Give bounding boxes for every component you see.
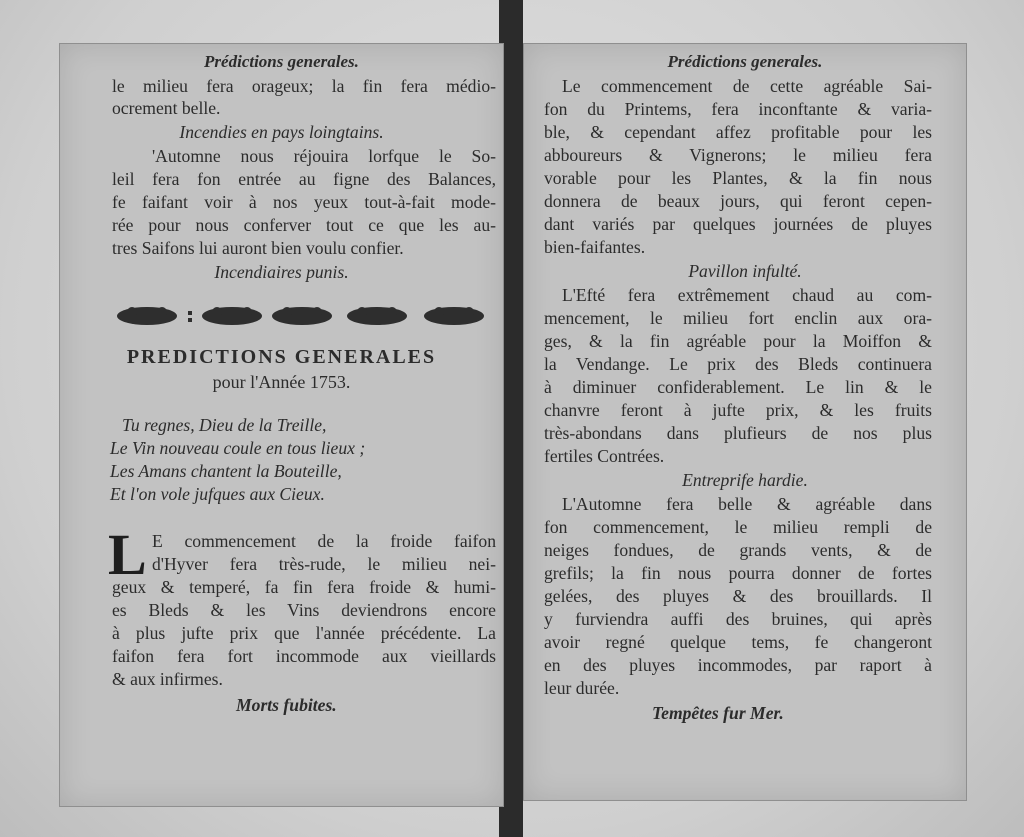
- right-text-line: abboureurs & Vignerons; le milieu fera: [544, 145, 932, 165]
- left-subheading-1: Incendies en pays loingtains.: [179, 122, 384, 142]
- section-subtitle: pour l'Année 1753.: [212, 372, 351, 392]
- right-text-line: en des pluyes incommodes, par raport à: [544, 655, 932, 675]
- left-text-line: & aux infirmes.: [112, 669, 223, 689]
- right-text-line: gelées, des pluyes & des brouillards. Il: [544, 586, 932, 606]
- section-title: PREDICTIONS GENERALES: [126, 346, 437, 368]
- right-page: [524, 44, 966, 800]
- left-text-line: E commencement de la froide faifon: [152, 531, 496, 551]
- left-text-line: geux & temperé, fa fin fera froide & humi-: [112, 577, 496, 597]
- right-text-line: Le commencement de cette agréable Sai-: [562, 76, 932, 96]
- right-text-line: L'Automne fera belle & agréable dans: [562, 494, 932, 514]
- right-text-line: à diminuer confiderablement. Le lin & le: [544, 377, 932, 397]
- poem-line: Le Vin nouveau coule en tous lieux ;: [110, 438, 366, 458]
- left-text-line: fe faifant voir à nos yeux tout-à-fait mode-: [112, 192, 496, 212]
- right-subheading-2: Entreprife hardie.: [682, 470, 808, 490]
- left-page-header: Prédictions generales.: [204, 52, 359, 71]
- right-text-line: très-abondans dans plufieurs de nos plus: [544, 423, 932, 443]
- ornament-divider: [112, 302, 492, 330]
- left-text-line: faifon fera fort incommode aux vieillards: [112, 646, 496, 666]
- right-text-line: avoir regné quelque tems, fe changeront: [544, 632, 932, 652]
- drop-cap: L: [108, 522, 147, 587]
- left-text-line: le milieu fera orageux; la fin fera médio-: [112, 76, 496, 96]
- right-text-line: fon du Printems, fera inconftante & varia-: [544, 99, 932, 119]
- left-subheading-2: Incendiaires punis.: [214, 262, 349, 282]
- poem-line: Tu regnes, Dieu de la Treille,: [122, 415, 327, 435]
- left-subheading-3: Morts fubites.: [236, 695, 337, 715]
- right-text-line: vorable pour les Plantes, & la fin nous: [544, 168, 932, 188]
- left-text-line: leil fera fon entrée au figne des Balances,: [112, 169, 496, 189]
- left-page: [60, 44, 503, 806]
- right-subheading-1: Pavillon infulté.: [688, 261, 802, 281]
- right-text-line: chanvre feront à jufte prix, & les fruits: [544, 400, 932, 420]
- right-text-line: ges, & la fin agréable pour la Moiffon &: [544, 331, 932, 351]
- poem-line: Les Amans chantent la Bouteille,: [110, 461, 342, 481]
- right-text-line: y furviendra auffi des bruines, qui après: [544, 609, 932, 629]
- left-text-line: 'Automne nous réjouira lorfque le So-: [152, 146, 496, 166]
- right-subheading-3: Tempêtes fur Mer.: [652, 703, 784, 723]
- right-text-line: fertiles Contrées.: [544, 446, 665, 466]
- right-page-header: Prédictions generales.: [667, 52, 823, 71]
- right-text-line: dant variés par quelques journées de pluyes: [544, 214, 932, 234]
- right-text-line: donnera de beaux jours, qui feront cepen-: [544, 191, 932, 211]
- left-text-line: es Bleds & les Vins deviendrons encore: [112, 600, 496, 620]
- left-text-line: à plus jufte prix que l'année précédente. La: [112, 623, 496, 643]
- left-text-line: tres Saifons lui auront bien voulu confier.: [112, 238, 404, 258]
- right-text-line: neiges fondues, de grands vents, & de: [544, 540, 932, 560]
- right-text-line: ble, & cependant affez profitable pour les: [544, 122, 932, 142]
- poem-line: Et l'on vole jufques aux Cieux.: [110, 484, 325, 504]
- right-text-line: bien-faifantes.: [544, 237, 646, 257]
- right-text-line: leur durée.: [544, 678, 620, 698]
- right-text-line: grefils; la fin nous pourra donner de fortes: [544, 563, 932, 583]
- left-text-line: d'Hyver fera très-rude, le milieu nei-: [152, 554, 496, 574]
- left-text-line: rée pour nous conferver tout ce que les au-: [112, 215, 496, 235]
- right-text-line: L'Efté fera extrêmement chaud au com-: [562, 285, 932, 305]
- right-text-line: fon commencement, le milieu rempli de: [544, 517, 932, 537]
- right-text-line: la Vendange. Le prix des Bleds continuera: [544, 354, 932, 374]
- right-text-line: mencement, le milieu fort enclin aux ora-: [544, 308, 932, 328]
- left-text-line: ocrement belle.: [112, 98, 221, 118]
